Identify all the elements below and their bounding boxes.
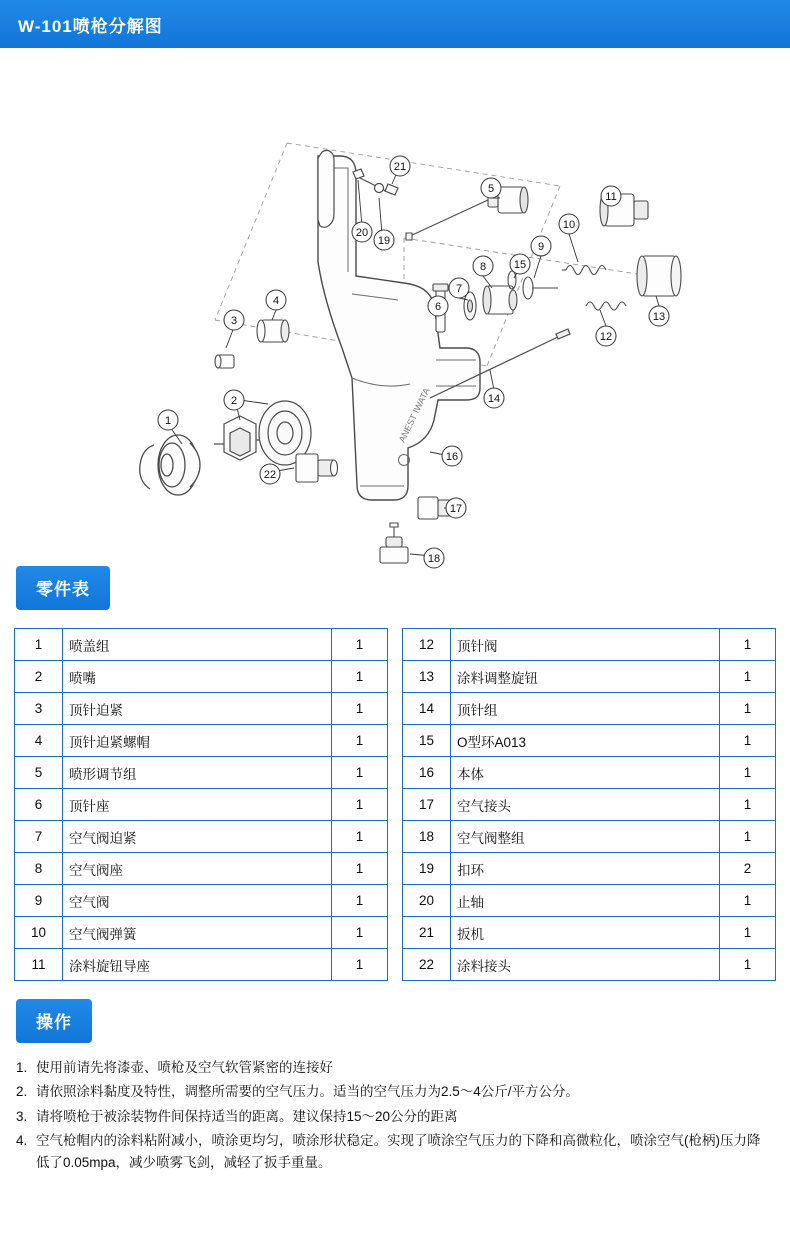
part-no: 17 [403, 789, 451, 821]
table-row [15, 693, 388, 725]
svg-text:22: 22 [263, 469, 277, 481]
parts-table-right [402, 628, 776, 981]
part-name: 喷嘴 [63, 661, 332, 693]
part-qty: 1 [332, 725, 388, 757]
table-row [15, 757, 388, 789]
part-qty: 1 [332, 949, 388, 981]
table-row [403, 885, 776, 917]
list-item [16, 1130, 772, 1175]
page-header [0, 0, 790, 48]
operation-list [0, 1057, 790, 1174]
svg-text:14: 14 [487, 393, 501, 405]
svg-text:7: 7 [455, 283, 463, 295]
part-no: 14 [403, 693, 451, 725]
part-qty: 1 [720, 725, 776, 757]
part-qty: 1 [720, 789, 776, 821]
operation-index: 2. [16, 1084, 28, 1100]
part-no: 4 [15, 725, 63, 757]
operation-section-title: 操作 [16, 999, 92, 1043]
part-no: 11 [15, 949, 63, 981]
svg-text:4: 4 [272, 295, 280, 307]
part-qty: 1 [332, 629, 388, 661]
part-name: 空气阀座 [63, 853, 332, 885]
table-row [15, 725, 388, 757]
part-qty: 2 [720, 853, 776, 885]
list-item [16, 1057, 772, 1079]
part-no: 15 [403, 725, 451, 757]
parts-table-right-body [403, 629, 776, 981]
part-qty: 1 [720, 661, 776, 693]
part-no: 18 [403, 821, 451, 853]
part-no: 9 [15, 885, 63, 917]
svg-text:6: 6 [434, 301, 442, 313]
table-row [15, 949, 388, 981]
parts-table-left [14, 628, 388, 981]
part-qty: 1 [720, 949, 776, 981]
table-row [403, 789, 776, 821]
svg-text:16: 16 [445, 451, 459, 463]
part-no: 16 [403, 757, 451, 789]
part-qty: 1 [332, 853, 388, 885]
part-qty: 1 [332, 661, 388, 693]
part-name: 扳机 [451, 917, 720, 949]
table-row [403, 693, 776, 725]
table-row [15, 789, 388, 821]
svg-text:10: 10 [562, 219, 576, 231]
svg-text:9: 9 [537, 241, 545, 253]
part-no: 22 [403, 949, 451, 981]
part-name: 顶针阀 [451, 629, 720, 661]
part-name: 喷盖组 [63, 629, 332, 661]
part-no: 5 [15, 757, 63, 789]
table-row [403, 661, 776, 693]
part-no: 13 [403, 661, 451, 693]
part-no: 8 [15, 853, 63, 885]
part-name: 空气接头 [451, 789, 720, 821]
part-name: 喷形调节组 [63, 757, 332, 789]
part-name: O型环A013 [451, 725, 720, 757]
part-qty: 1 [332, 789, 388, 821]
part-name: 本体 [451, 757, 720, 789]
part-qty: 1 [720, 917, 776, 949]
part-no: 10 [15, 917, 63, 949]
part-no: 19 [403, 853, 451, 885]
svg-text:13: 13 [652, 311, 666, 323]
table-row [15, 885, 388, 917]
part-qty: 1 [332, 821, 388, 853]
svg-text:17: 17 [449, 503, 463, 515]
operation-index: 1. [16, 1060, 28, 1075]
part-name: 空气阀 [63, 885, 332, 917]
part-no: 7 [15, 821, 63, 853]
list-item [16, 1081, 772, 1103]
operation-text: 空气枪帽内的涂料粘附减小，喷涂更均匀，喷涂形状稳定。实现了喷涂空气压力的下降和高微粒化，喷涂空气(枪柄)压力降低了0.05mpa，减少喷雾飞剑，减轻了扳手重量。 [36, 1132, 761, 1171]
operation-index: 4. [16, 1132, 28, 1148]
operation-index: 3. [16, 1108, 28, 1124]
page-title: W-101喷枪分解图 [18, 16, 163, 36]
svg-text:1: 1 [164, 415, 172, 427]
part-no: 3 [15, 693, 63, 725]
exploded-diagram [0, 48, 790, 565]
table-row [15, 661, 388, 693]
svg-text:18: 18 [427, 553, 441, 565]
svg-text:12: 12 [599, 331, 613, 343]
part-name: 顶针迫紧螺帽 [63, 725, 332, 757]
part-name: 涂料接头 [451, 949, 720, 981]
svg-text:ANEST IWATA: ANEST IWATA [396, 386, 432, 444]
operation-text: 使用前请先将漆壶、喷枪及空气软管紧密的连接好 [36, 1060, 333, 1075]
part-qty: 1 [720, 885, 776, 917]
part-no: 1 [15, 629, 63, 661]
part-no: 2 [15, 661, 63, 693]
part-qty: 1 [720, 693, 776, 725]
svg-text:20: 20 [355, 227, 369, 239]
svg-text:2: 2 [230, 395, 238, 407]
svg-text:15: 15 [513, 259, 527, 271]
svg-text:21: 21 [393, 161, 407, 173]
part-name: 顶针座 [63, 789, 332, 821]
parts-section-title: 零件表 [16, 566, 110, 610]
part-name: 空气阀整组 [451, 821, 720, 853]
part-name: 扣环 [451, 853, 720, 885]
table-row [403, 725, 776, 757]
svg-text:5: 5 [487, 183, 495, 195]
operation-text: 请将喷枪于被涂装物件间保持适当的距离。建议保持15～20公分的距离 [36, 1108, 458, 1124]
parts-table-left-body [15, 629, 388, 981]
part-qty: 1 [720, 821, 776, 853]
table-row [403, 853, 776, 885]
part-name: 空气阀弹簧 [63, 917, 332, 949]
table-row [403, 757, 776, 789]
part-no: 20 [403, 885, 451, 917]
table-row [15, 629, 388, 661]
svg-text:19: 19 [377, 235, 391, 247]
part-name: 涂料调整旋钮 [451, 661, 720, 693]
part-no: 21 [403, 917, 451, 949]
exploded-diagram-svg [0, 48, 790, 565]
svg-text:11: 11 [605, 191, 617, 203]
part-name: 止轴 [451, 885, 720, 917]
table-row [403, 949, 776, 981]
table-row [403, 821, 776, 853]
svg-text:8: 8 [479, 261, 487, 273]
operation-text: 请依照涂料黏度及特性，调整所需要的空气压力。适当的空气压力为2.5～4公斤/平方公分。 [36, 1084, 580, 1100]
table-row [15, 821, 388, 853]
part-qty: 1 [332, 757, 388, 789]
part-qty: 1 [332, 693, 388, 725]
part-name: 空气阀迫紧 [63, 821, 332, 853]
table-row [15, 917, 388, 949]
part-qty: 1 [332, 885, 388, 917]
part-name: 顶针组 [451, 693, 720, 725]
table-row [403, 917, 776, 949]
part-qty: 1 [720, 629, 776, 661]
part-name: 涂料旋钮导座 [63, 949, 332, 981]
list-item [16, 1106, 772, 1128]
table-row [15, 853, 388, 885]
part-no: 12 [403, 629, 451, 661]
parts-tables [0, 628, 790, 981]
svg-text:3: 3 [230, 315, 238, 327]
part-name: 顶针迫紧 [63, 693, 332, 725]
part-qty: 1 [720, 757, 776, 789]
part-qty: 1 [332, 917, 388, 949]
table-row [403, 629, 776, 661]
part-no: 6 [15, 789, 63, 821]
